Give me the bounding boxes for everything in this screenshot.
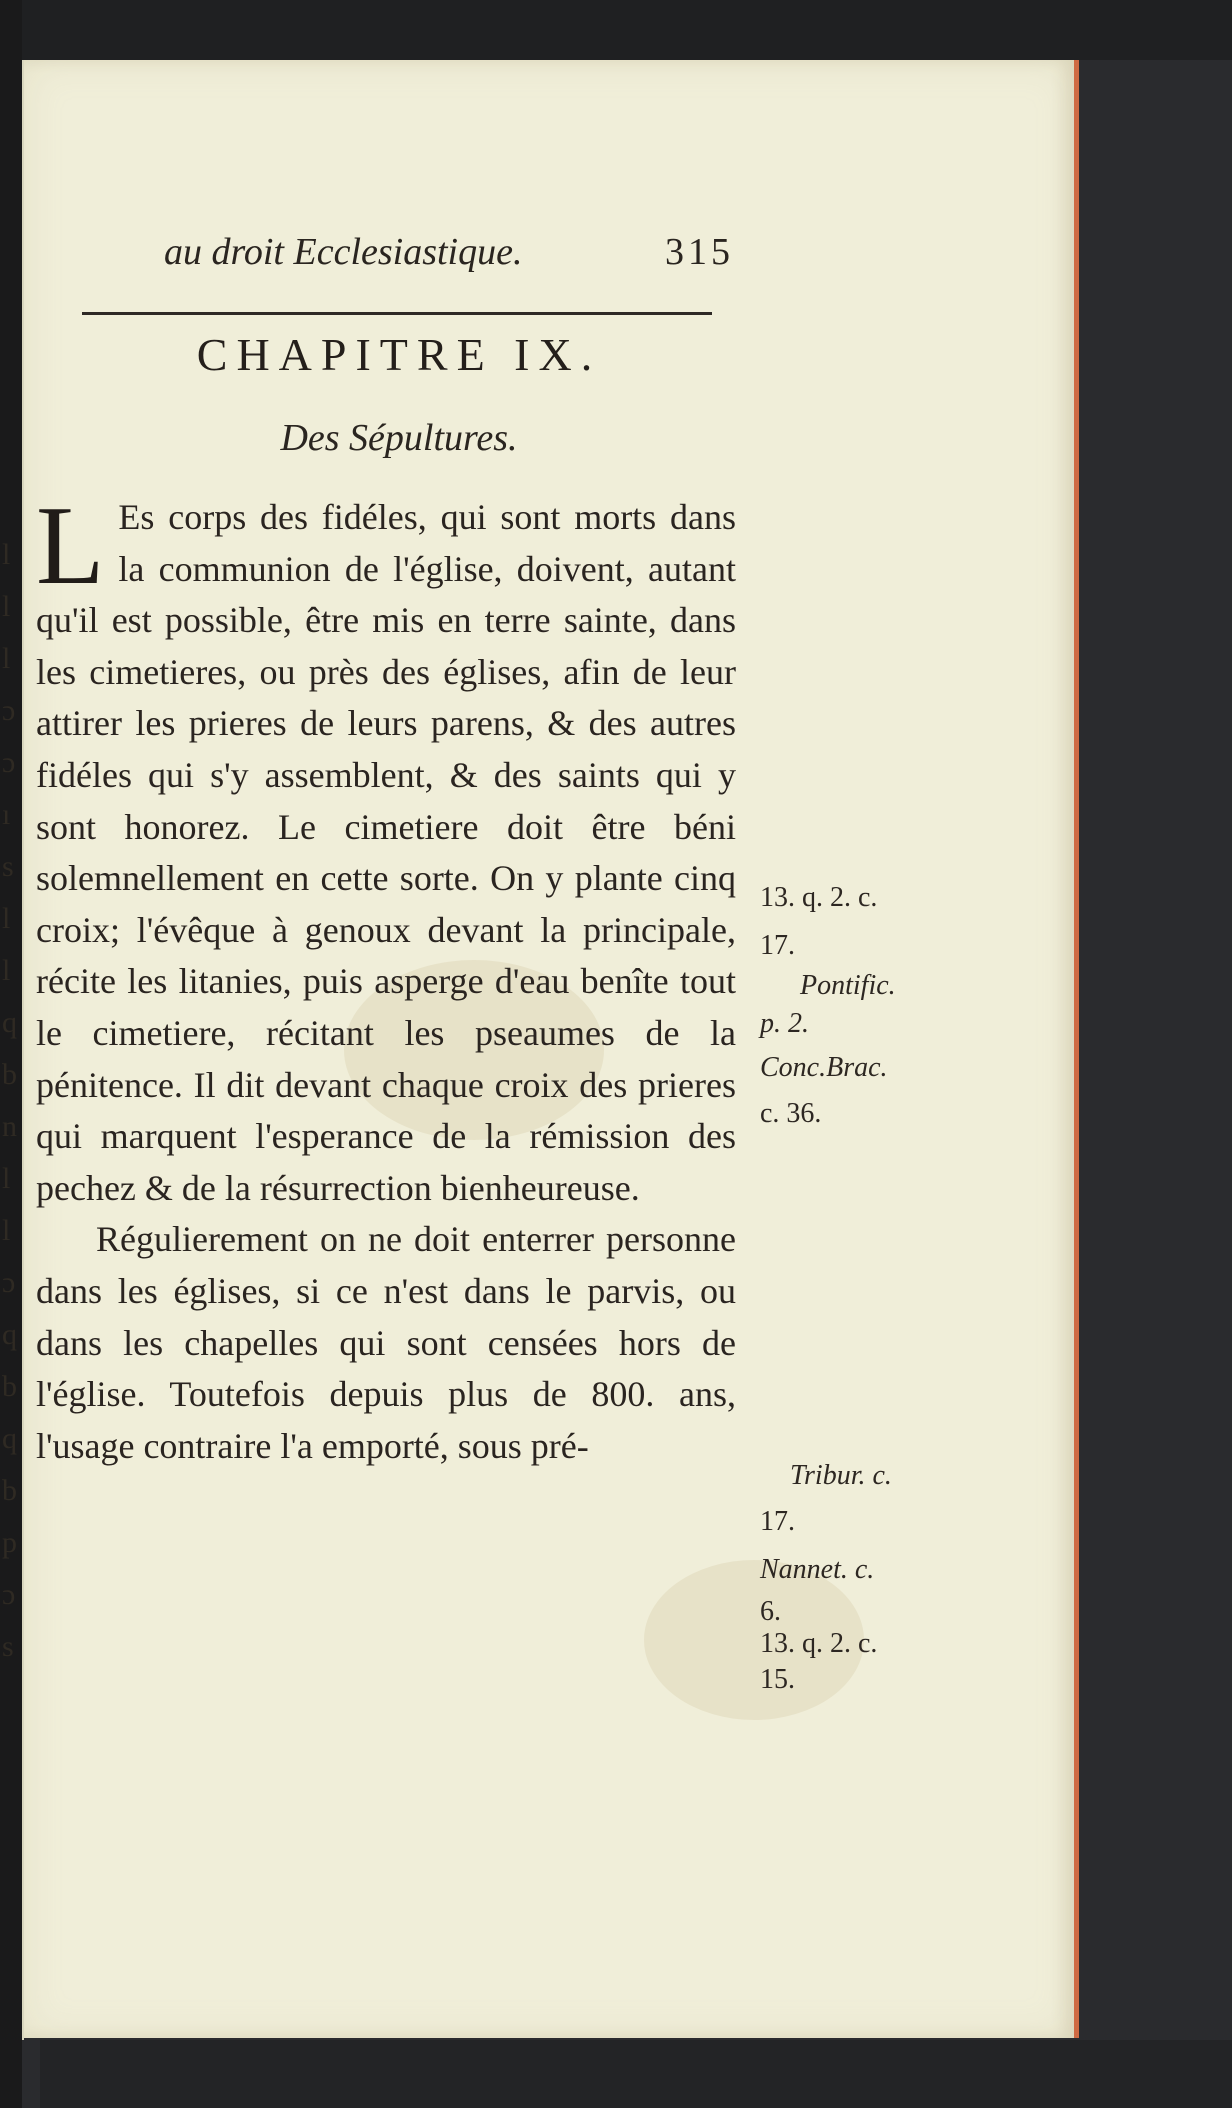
margin-note: 6. <box>760 1596 781 1627</box>
margin-note: 13. q. 2. c. <box>760 882 878 913</box>
running-head <box>164 230 734 290</box>
margin-note: Nannet. c. <box>760 1554 875 1585</box>
drop-cap: L <box>36 484 105 608</box>
prev-page-glyph: q <box>2 1006 17 1039</box>
prev-page-glyph: l <box>2 590 11 623</box>
margin-note: p. 2. <box>760 1008 809 1039</box>
chapter-subtitle: Des Sépultures. <box>280 417 518 459</box>
margin-note: Tribur. c. <box>790 1460 892 1491</box>
prev-page-glyph: s <box>2 850 14 883</box>
margin-note: c. 36. <box>760 1098 822 1129</box>
prev-page-glyph: b <box>2 1058 17 1091</box>
prev-page-glyph: ɔ <box>2 1578 16 1611</box>
margin-note: 13. q. 2. c. <box>760 1628 878 1659</box>
page-number: 315 <box>665 231 734 273</box>
prev-page-glyph: s <box>2 1630 14 1663</box>
prev-page-glyph: l <box>2 954 11 987</box>
prev-page-glyph: ı <box>2 798 11 831</box>
prev-page-glyph: l <box>2 1162 11 1195</box>
prev-page-glyph: l <box>2 538 11 571</box>
paragraph-2: Régulierement on ne doit enterrer personne dans les églises, si ce n'est dans le parvis, ou dans les chapelles qui sont censées hors de l'église. Toutefois depuis plus de 800. ans, l'usage contraire l'a emporté, sous pré- <box>36 1219 736 1466</box>
running-head-title: au droit Ecclesiastique. <box>164 231 523 273</box>
scanner-top-border <box>0 0 1232 60</box>
prev-page-glyph: ɔ <box>2 1266 16 1299</box>
prev-page-glyph: l <box>2 1214 11 1247</box>
margin-note: 15. <box>760 1664 795 1695</box>
chapter-heading: CHAPITRE IX. <box>196 329 602 380</box>
scanner-bottom-border <box>40 2040 1232 2108</box>
prev-page-glyph: ɔ <box>2 746 16 779</box>
margin-note: Pontific. <box>800 970 896 1001</box>
prev-page-glyph: p <box>2 1526 17 1559</box>
header-rule <box>82 312 712 315</box>
margin-note: Conc.Brac. <box>760 1052 888 1083</box>
prev-page-glyph: ɔ <box>2 694 16 727</box>
prev-page-glyph: q <box>2 1318 17 1351</box>
prev-page-glyph: l <box>2 902 11 935</box>
prev-page-glyph: n <box>2 1110 17 1143</box>
margin-note: 17. <box>760 1506 795 1537</box>
book-page <box>24 60 1079 2038</box>
scanner-left-border <box>0 0 22 2108</box>
body-text <box>36 484 896 1695</box>
prev-page-glyph: b <box>2 1370 17 1403</box>
prev-page-glyph: b <box>2 1474 17 1507</box>
paragraph-1 <box>36 484 736 1214</box>
prev-page-glyph: l <box>2 642 11 675</box>
paragraph-1-text: Es corps des fidéles, qui sont morts dans la communion de l'église, doivent, autant qu'il est possible, être mis en terre sainte, dans les cimetieres, ou près des églises, afin de leur attirer les prieres de leurs parens, & des autres fidéles qui s'y assemblent, & des saints qui y sont honorez. Le cimetiere doit être béni solemnellement en cette sorte. On y plante cinq croix; l'évêque à genoux devant la principale, récite les litanies, puis asperge d'eau benîte tout le cimetiere, récitant les pseaumes de la pénitence. Il dit devant chaque croix des prieres qui marquent l'esperance de la rémission des pechez & de la résurrection bienheureuse. <box>36 497 736 1208</box>
prev-page-glyph: q <box>2 1422 17 1455</box>
margin-note: 17. <box>760 930 795 961</box>
